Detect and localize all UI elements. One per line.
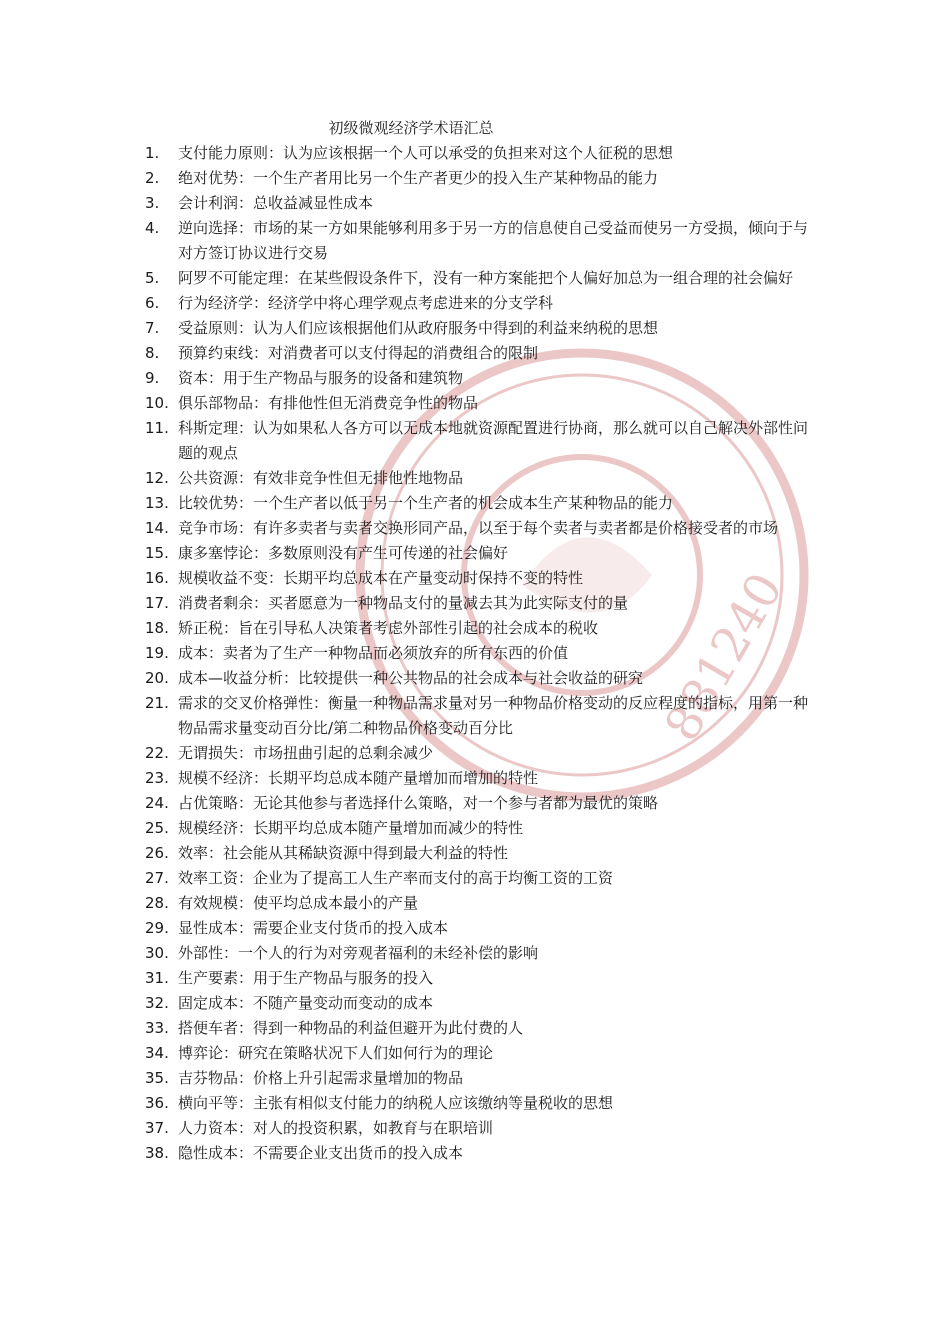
term-text: 搭便车者：得到一种物品的利益但避开为此付费的人 (178, 1019, 524, 1037)
term-item (0, 591, 810, 616)
term-number: 23. (145, 769, 169, 787)
term-item (0, 391, 810, 416)
term-text: 成本：卖者为了生产一种物品而必须放弃的所有东西的价值 (178, 644, 569, 662)
term-text: 康多塞悖论：多数原则没有产生可传递的社会偏好 (178, 544, 509, 562)
term-item (0, 141, 810, 166)
term-number: 14. (145, 519, 169, 537)
term-number: 12. (145, 469, 169, 487)
term-number: 35. (145, 1069, 169, 1087)
term-text: 消费者剩余：买者愿意为一种物品支付的量减去其为此实际支付的量 (178, 594, 629, 612)
term-number: 7. (145, 319, 160, 337)
term-item (0, 516, 810, 541)
term-text: 隐性成本：不需要企业支出货币的投入成本 (178, 1144, 464, 1162)
term-number: 28. (145, 894, 169, 912)
term-text: 占优策略：无论其他参与者选择什么策略，对一个参与者都为最优的策略 (178, 794, 659, 812)
term-item (0, 1141, 810, 1166)
term-text: 绝对优势：一个生产者用比另一个生产者更少的投入生产某种物品的能力 (178, 169, 659, 187)
term-number: 20. (145, 669, 169, 687)
term-item (0, 816, 810, 841)
term-number: 3. (145, 194, 160, 212)
term-text: 会计利润：总收益减显性成本 (178, 194, 374, 212)
term-number: 21. (145, 694, 169, 712)
term-text: 吉芬物品：价格上升引起需求量增加的物品 (178, 1069, 464, 1087)
term-number: 30. (145, 944, 169, 962)
term-number: 31. (145, 969, 169, 987)
term-text: 逆向选择：市场的某一方如果能够利用多于另一方的信息使自己受益而使另一方受损，倾向于与对方签订协议进行交易 (178, 219, 809, 262)
term-item (0, 691, 810, 741)
term-text: 有效规模：使平均总成本最小的产量 (178, 894, 419, 912)
term-text: 阿罗不可能定理：在某些假设条件下，没有一种方案能把个人偏好加总为一组合理的社会偏好 (178, 269, 794, 287)
term-item (0, 791, 810, 816)
term-text: 外部性：一个人的行为对旁观者福利的未经补偿的影响 (178, 944, 539, 962)
term-item (0, 341, 810, 366)
term-item (0, 641, 810, 666)
term-text: 固定成本：不随产量变动而变动的成本 (178, 994, 434, 1012)
term-text: 预算约束线：对消费者可以支付得起的消费组合的限制 (178, 344, 539, 362)
term-item (0, 1041, 810, 1066)
term-list (0, 141, 810, 1166)
term-item (0, 491, 810, 516)
term-number: 25. (145, 819, 169, 837)
term-item (0, 266, 810, 291)
term-number: 36. (145, 1094, 169, 1112)
term-text: 效率：社会能从其稀缺资源中得到最大利益的特性 (178, 844, 509, 862)
term-item (0, 616, 810, 641)
term-item (0, 216, 810, 266)
term-text: 需求的交叉价格弹性：衡量一种物品需求量对另一种物品价格变动的反应程度的指标，用第一种物品需求量变动百分比/第二种物品价格变动百分比 (178, 694, 809, 737)
term-item (0, 1066, 810, 1091)
term-number: 18. (145, 619, 169, 637)
term-text: 规模收益不变：长期平均总成本在产量变动时保持不变的特性 (178, 569, 584, 587)
term-text: 行为经济学：经济学中将心理学观点考虑进来的分支学科 (178, 294, 554, 312)
term-number: 38. (145, 1144, 169, 1162)
term-text: 矫正税：旨在引导私人决策者考虑外部性引起的社会成本的税收 (178, 619, 599, 637)
term-text: 横向平等：主张有相似支付能力的纳税人应该缴纳等量税收的思想 (178, 1094, 614, 1112)
term-text: 规模经济：长期平均总成本随产量增加而减少的特性 (178, 819, 524, 837)
term-number: 24. (145, 794, 169, 812)
term-item (0, 1116, 810, 1141)
term-item (0, 891, 810, 916)
watermark-digits: 881240 (653, 563, 795, 751)
term-text: 俱乐部物品：有排他性但无消费竞争性的物品 (178, 394, 479, 412)
term-item (0, 416, 810, 466)
term-text: 公共资源：有效非竞争性但无排他性地物品 (178, 469, 464, 487)
term-number: 4. (145, 219, 160, 237)
term-item (0, 966, 810, 991)
term-number: 9. (145, 369, 160, 387)
term-number: 6. (145, 294, 160, 312)
term-text: 受益原则：认为人们应该根据他们从政府服务中得到的利益来纳税的思想 (178, 319, 659, 337)
term-item (0, 991, 810, 1016)
term-number: 10. (145, 394, 169, 412)
term-text: 竞争市场：有许多卖者与卖者交换形同产品，以至于每个卖者与卖者都是价格接受者的市场 (178, 519, 779, 537)
term-item (0, 566, 810, 591)
term-text: 成本—收益分析：比较提供一种公共物品的社会成本与社会收益的研究 (178, 669, 644, 687)
term-item (0, 466, 810, 491)
term-number: 34. (145, 1044, 169, 1062)
term-text: 比较优势：一个生产者以低于另一个生产者的机会成本生产某种物品的能力 (178, 494, 674, 512)
term-number: 1. (145, 144, 160, 162)
term-number: 19. (145, 644, 169, 662)
term-text: 显性成本：需要企业支付货币的投入成本 (178, 919, 449, 937)
term-number: 33. (145, 1019, 169, 1037)
term-item (0, 316, 810, 341)
term-number: 16. (145, 569, 169, 587)
term-number: 17. (145, 594, 169, 612)
term-text: 科斯定理：认为如果私人各方可以无成本地就资源配置进行协商，那么就可以自己解决外部性问题的观点 (178, 419, 809, 462)
term-item (0, 1091, 810, 1116)
term-number: 8. (145, 344, 160, 362)
term-number: 27. (145, 869, 169, 887)
term-text: 资本：用于生产物品与服务的设备和建筑物 (178, 369, 464, 387)
term-text: 效率工资：企业为了提高工人生产率而支付的高于均衡工资的工资 (178, 869, 614, 887)
term-number: 13. (145, 494, 169, 512)
term-item (0, 541, 810, 566)
term-item (0, 291, 810, 316)
document-title: 初级微观经济学术语汇总 (328, 119, 494, 137)
term-number: 5. (145, 269, 160, 287)
term-text: 支付能力原则：认为应该根据一个人可以承受的负担来对这个人征税的思想 (178, 144, 674, 162)
term-item (0, 1016, 810, 1041)
term-item (0, 166, 810, 191)
term-number: 11. (145, 419, 169, 437)
term-number: 29. (145, 919, 169, 937)
term-text: 人力资本：对人的投资积累，如教育与在职培训 (178, 1119, 494, 1137)
term-item (0, 741, 810, 766)
term-text: 规模不经济：长期平均总成本随产量增加而增加的特性 (178, 769, 539, 787)
term-item (0, 916, 810, 941)
term-number: 26. (145, 844, 169, 862)
term-text: 博弈论：研究在策略状况下人们如何行为的理论 (178, 1044, 494, 1062)
term-number: 37. (145, 1119, 169, 1137)
term-item (0, 841, 810, 866)
term-item (0, 766, 810, 791)
term-text: 生产要素：用于生产物品与服务的投入 (178, 969, 434, 987)
term-number: 22. (145, 744, 169, 762)
term-item (0, 366, 810, 391)
term-text: 无谓损失：市场扭曲引起的总剩余减少 (178, 744, 434, 762)
term-item (0, 191, 810, 216)
term-number: 32. (145, 994, 169, 1012)
term-item (0, 941, 810, 966)
term-number: 15. (145, 544, 169, 562)
term-item (0, 666, 810, 691)
term-item (0, 866, 810, 891)
term-number: 2. (145, 169, 160, 187)
